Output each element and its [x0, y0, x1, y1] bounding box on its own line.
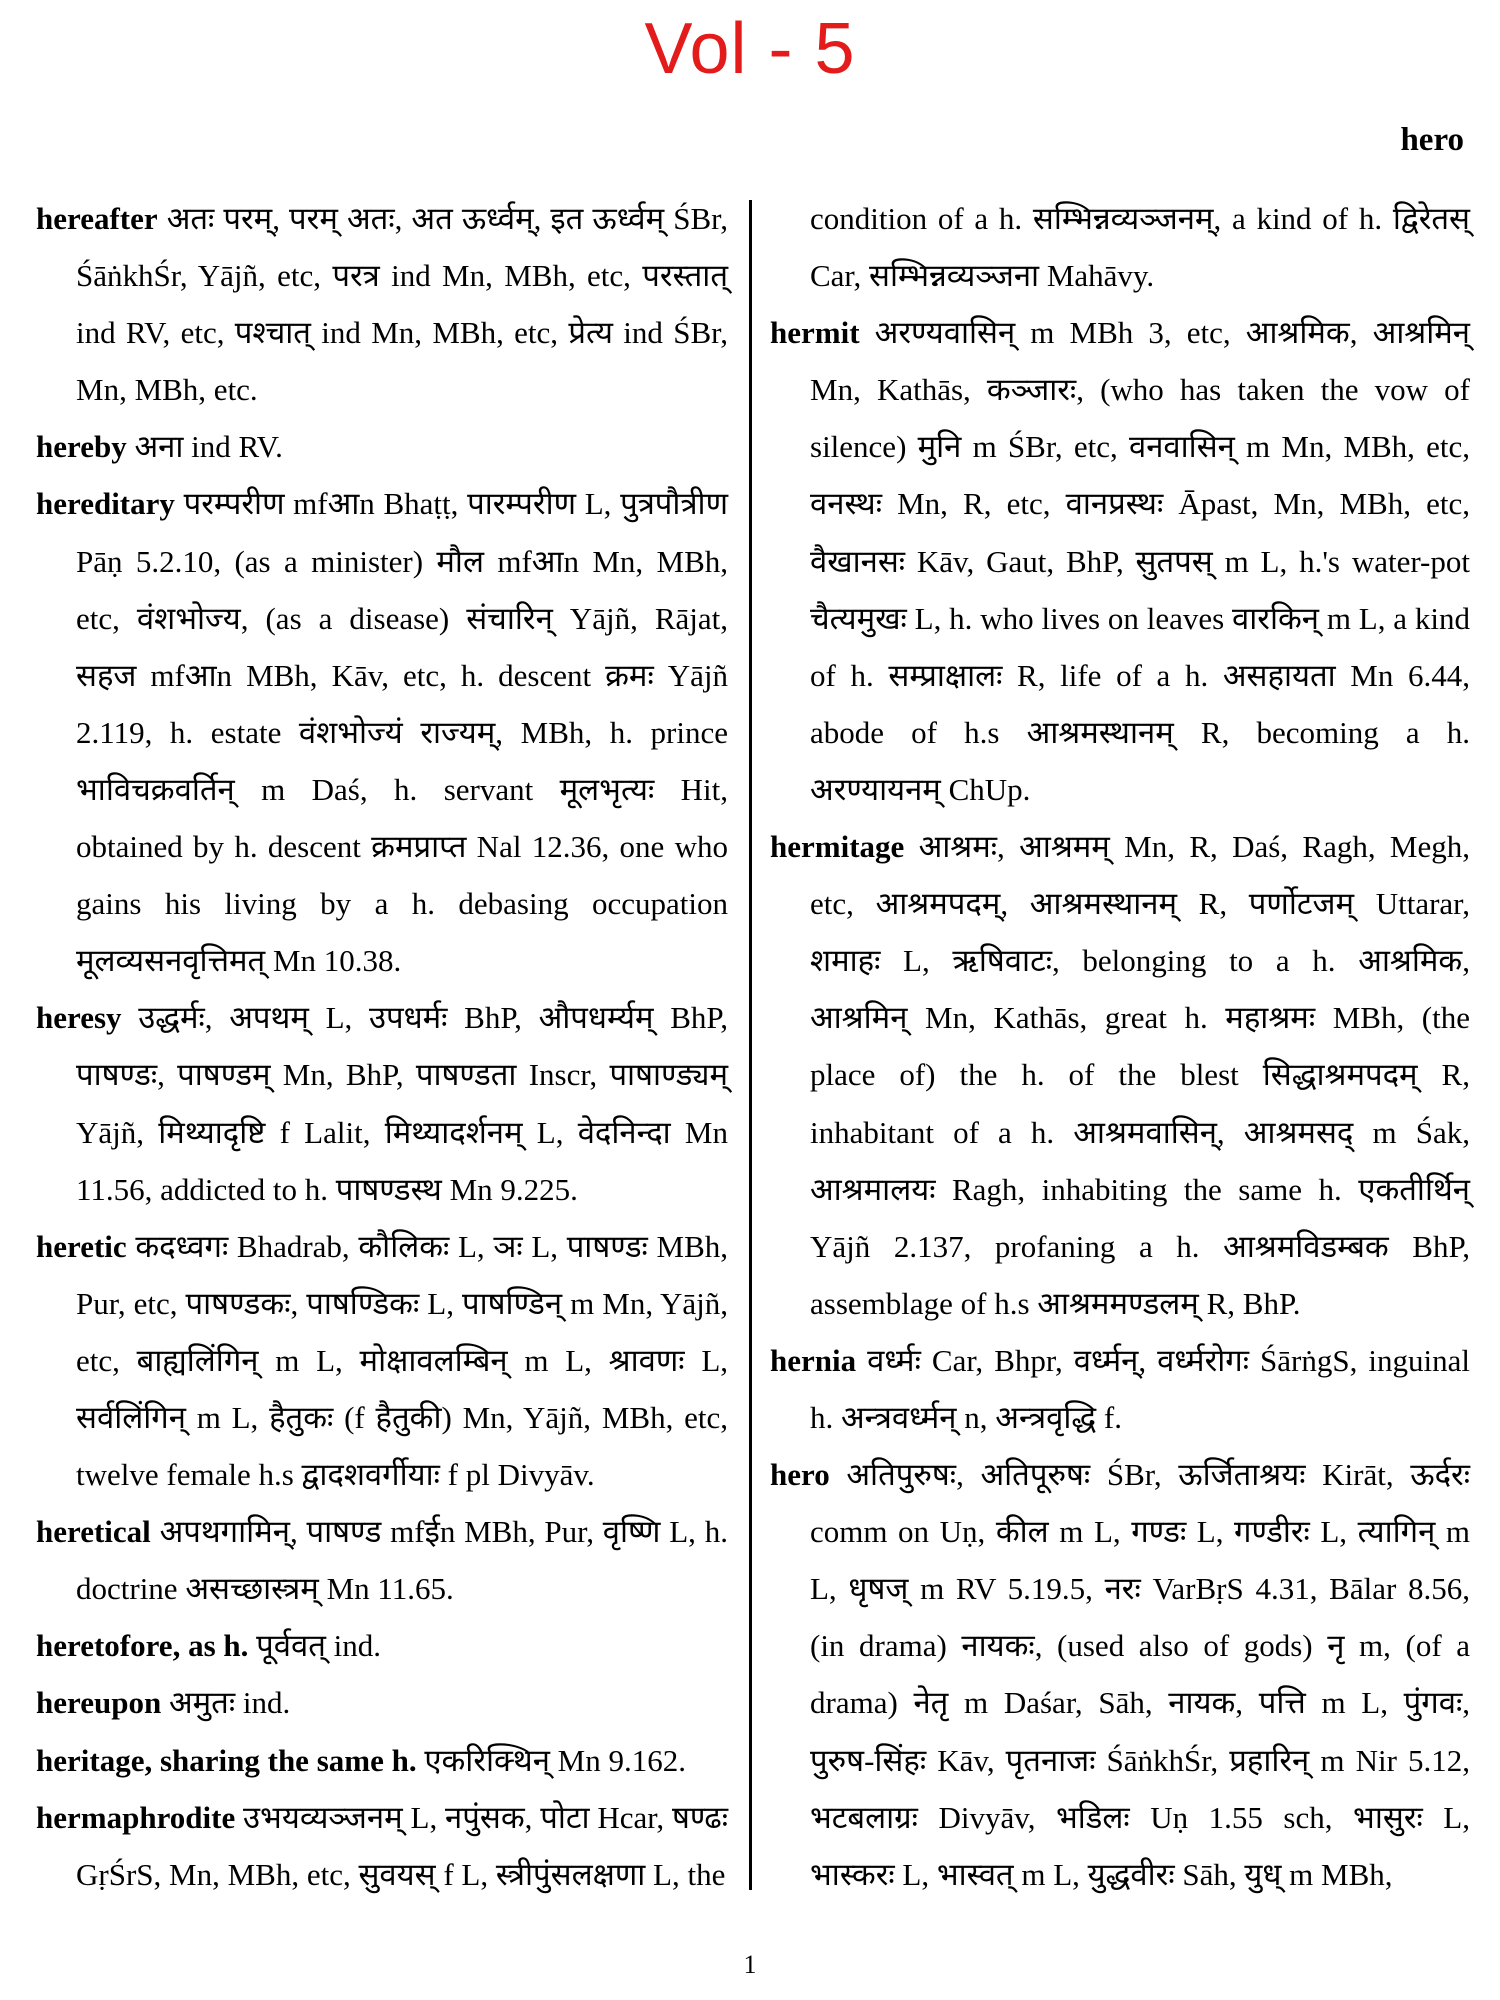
entry-hermaphrodite-continued — [770, 190, 1470, 304]
headword: hereditary — [36, 486, 175, 522]
headword: hereafter — [36, 201, 158, 236]
definition: अपथगामिन्, पाषण्ड mfईn MBh, Pur, वृष्णि L, h. doctrine असच्छास्त्रम् Mn 11.65. — [76, 1514, 728, 1607]
definition: एकरिक्थिन् Mn 9.162. — [416, 1742, 686, 1778]
right-column — [770, 190, 1470, 1903]
definition: अना ind RV. — [126, 429, 283, 465]
definition: पूर्ववत् ind. — [248, 1628, 381, 1664]
headword: hermitage — [770, 829, 905, 865]
entry-heritage — [36, 1732, 728, 1789]
definition: वर्ध्मः Car, Bhpr, वर्ध्मन्, वर्ध्मरोगः ŚārṅgS, inguinal h. अन्त्रवर्ध्मन् n, अन्त्रवृद्धि f. — [810, 1342, 1470, 1435]
entry-hero — [770, 1446, 1470, 1903]
definition: उभयव्यञ्जनम् L, नपुंसक, पोटा Hcar, षण्ढः GṛŚrS, Mn, MBh, etc, सुवयस् f L, स्त्रीपुंसलक्षणा L, the — [76, 1799, 728, 1892]
headword: hernia — [770, 1342, 857, 1378]
headword: heretical — [36, 1514, 151, 1550]
entry-hermitage — [770, 818, 1470, 1332]
definition: कदध्वगः Bhadrab, कौलिकः L, ञः L, पाषण्डः MBh, Pur, etc, पाषण्डकः, पाषण्डिकः L, पाषण्डिन् m Mn, Yājñ, etc, बाह्यलिंगिन् m L, मोक्षावलम्बिन् m L, श्रावणः L, सर्वलिंगिन् m L, हैतुकः (f हैतुकी) Mn, Yājñ, MBh, etc, twelve female h.s द्वादशवर्गीयाः f pl Divyāv. — [76, 1228, 728, 1493]
entry-hermit — [770, 304, 1470, 818]
headword: hereby — [36, 429, 127, 465]
definition: अतिपुरुषः, अतिपूरुषः ŚBr, ऊर्जिताश्रयः Kirāt, ऊर्दरः comm on Uṇ, कील m L, गण्डः L, गण्डीरः L, त्यागिन् m L, धृषज् m RV 5.19.5, नरः VarBṛS 4.31, Bālar 8.56, (in drama) नायकः, (used also of gods) नृ m, (of a drama) नेतृ m Daśar, Sāh, नायक, पत्ति m L, पुंगवः, पुरुष-सिंहः Kāv, पृतनाजः ŚāṅkhŚr, प्रहारिन् m Nir 5.12, भटबलाग्रः Divyāv, भडिलः Uṇ 1.55 sch, भासुरः L, भास्करः L, भास्वत् m L, युद्धवीरः Sāh, युध् m MBh, — [810, 1457, 1470, 1892]
definition: अरण्यवासिन् m MBh 3, etc, आश्रमिक, आश्रमिन् Mn, Kathās, कञ्जारः, (who has taken the vow of silence) मुनि m ŚBr, etc, वनवासिन् m Mn, MBh, etc, वनस्थः Mn, R, etc, वानप्रस्थः Āpast, Mn, MBh, etc, वैखानसः Kāv, Gaut, BhP, सुतपस् m L, h.'s water-pot चैत्यमुखः L, h. who lives on leaves वारकिन् m L, a kind of h. सम्प्राक्षालः R, life of a h. असहायता Mn 6.44, abode of h.s आश्रमस्थानम् R, becoming a h. अरण्यायनम् ChUp. — [810, 315, 1470, 807]
definition: condition of a h. सम्भिन्नव्यञ्जनम्, a kind of h. द्विरेतस् Car, सम्भिन्नव्यञ्जना Mahāvy. — [810, 201, 1470, 294]
headword: hereupon — [36, 1685, 162, 1721]
headword: hermaphrodite — [36, 1799, 236, 1835]
headword: heretic — [36, 1228, 127, 1264]
entry-heretofore — [36, 1617, 728, 1674]
definition: अतः परम्, परम् अतः, अत ऊर्ध्वम्, इत ऊर्ध्वम् ŚBr, ŚāṅkhŚr, Yājñ, etc, परत्र ind Mn, MBh, etc, परस्तात् ind RV, etc, पश्चात् ind Mn, MBh, etc, प्रेत्य ind ŚBr, Mn, MBh, etc. — [76, 201, 728, 408]
entry-hereupon — [36, 1674, 728, 1731]
entry-hereby — [36, 418, 728, 475]
page-number: 1 — [743, 1950, 757, 1979]
entry-hereditary — [36, 475, 728, 989]
entry-heresy — [36, 989, 728, 1217]
definition: अमुतः ind. — [161, 1685, 291, 1721]
headword: hermit — [770, 315, 860, 351]
headword: heritage, sharing the same h. — [36, 1742, 417, 1778]
left-column — [36, 190, 728, 1903]
entry-hermaphrodite — [36, 1789, 728, 1903]
headword: hero — [770, 1457, 830, 1493]
column-divider — [749, 200, 752, 1890]
entry-hernia — [770, 1332, 1470, 1446]
guideword: hero — [1400, 122, 1464, 158]
definition: आश्रमः, आश्रमम् Mn, R, Daś, Ragh, Megh, etc, आश्रमपदम्, आश्रमस्थानम् R, पर्णोटजम् Uttarar, शमाहः L, ऋषिवाटः, belonging to a h. आश्रमिक, आश्रमिन् Mn, Kathās, great h. महाश्रमः MBh, (the place of) the h. of the blest सिद्धाश्रमपदम् R, inhabitant of a h. आश्रमवासिन्, आश्रमसद् m Śak, आश्रमालयः Ragh, inhabiting the same h. एकतीर्थिन् Yājñ 2.137, profaning a h. आश्रमविडम्बक BhP, assemblage of h.s आश्रममण्डलम् R, BhP. — [810, 829, 1470, 1321]
headword: heresy — [36, 1000, 122, 1036]
volume-title: Vol - 5 — [644, 9, 856, 89]
entry-heretical — [36, 1503, 728, 1617]
headword: heretofore, as h. — [36, 1628, 249, 1664]
definition: परम्परीण mfआn Bhaṭṭ, पारम्परीण L, पुत्रपौत्रीण Pāṇ 5.2.10, (as a minister) मौल mfआn Mn, MBh, etc, वंशभोज्य, (as a disease) संचारिन् Yājñ, Rājat, सहज mfआn MBh, Kāv, etc, h. descent क्रमः Yājñ 2.119, h. estate वंशभोज्यं राज्यम्, MBh, h. prince भाविचक्रवर्तिन् m Daś, h. servant मूलभृत्यः Hit, obtained by h. descent क्रमप्राप्त Nal 12.36, one who gains his living by a h. debasing occupation मूलव्यसनवृत्तिमत् Mn 10.38. — [76, 486, 728, 979]
definition: उद्धर्मः, अपथम् L, उपधर्मः BhP, औपधर्म्यम् BhP, पाषण्डः, पाषण्डम् Mn, BhP, पाषण्डता Inscr, पाषाण्ड्यम् Yājñ, मिथ्यादृष्टि f Lalit, मिथ्यादर्शनम् L, वेदनिन्दा Mn 11.56, addicted to h. पाषण्डस्थ Mn 9.225. — [76, 1000, 728, 1207]
entry-hereafter — [36, 190, 728, 418]
entry-heretic — [36, 1218, 728, 1503]
